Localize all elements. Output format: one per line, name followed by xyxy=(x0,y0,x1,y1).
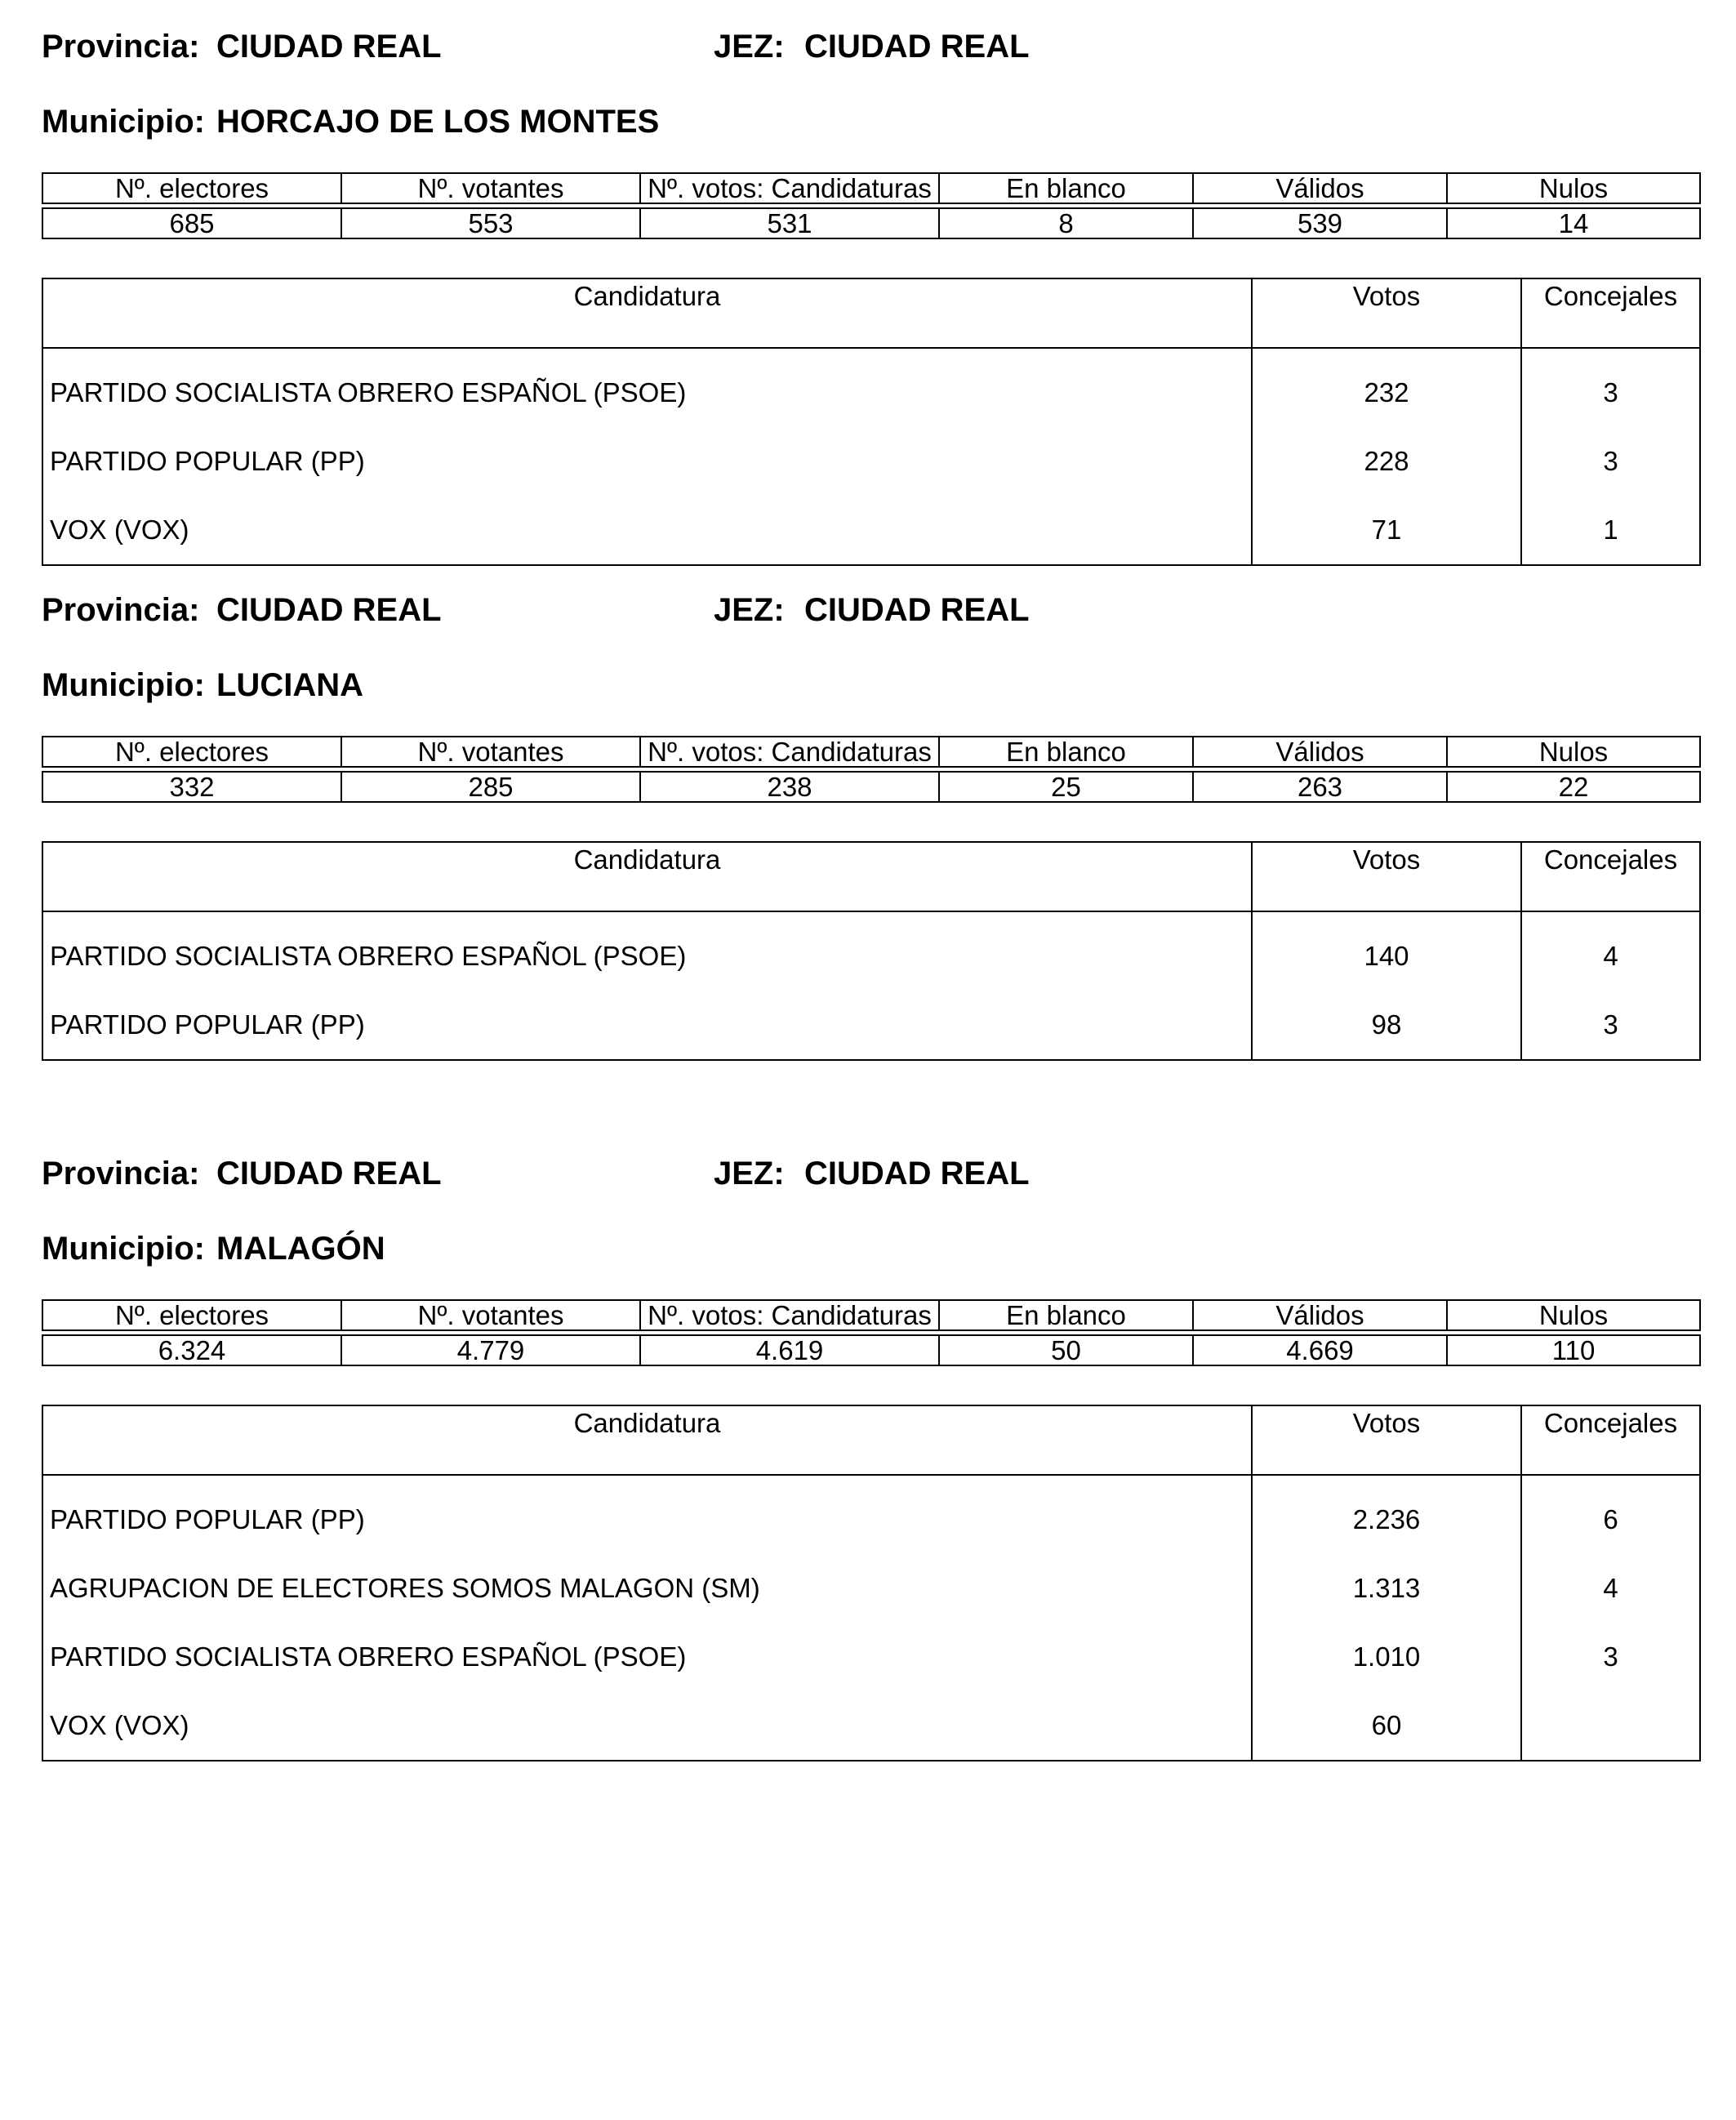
jez-value: CIUDAD REAL xyxy=(804,1156,1030,1191)
results-header-row xyxy=(42,1405,1700,1475)
municipality-section xyxy=(42,22,1699,545)
candidatura-concejales: 4 xyxy=(1521,1554,1700,1623)
candidatura-votos: 228 xyxy=(1252,427,1521,496)
municipality-section xyxy=(42,1149,1699,1740)
candidatura-concejales: 3 xyxy=(1521,348,1700,427)
candidatura-votos: 1.313 xyxy=(1252,1554,1521,1623)
municipio-value: MALAGÓN xyxy=(216,1231,385,1267)
municipio-label: Municipio: xyxy=(42,1231,205,1267)
results-table xyxy=(42,841,1701,1061)
candidatura-concejales: 3 xyxy=(1521,1623,1700,1691)
results-header-row xyxy=(42,842,1700,911)
candidatura-votos: 140 xyxy=(1252,911,1521,991)
header-en-blanco: En blanco xyxy=(939,737,1193,767)
results-table xyxy=(42,1405,1701,1761)
summary-header-row xyxy=(42,173,1700,203)
value-votos-candidaturas: 4.619 xyxy=(640,1335,939,1365)
summary-value-row xyxy=(42,1335,1700,1365)
candidatura-name: PARTIDO POPULAR (PP) xyxy=(50,1504,365,1534)
header-votantes: Nº. votantes xyxy=(341,173,640,203)
province-line xyxy=(42,1149,1699,1198)
table-row xyxy=(42,496,1700,565)
provincia-value: CIUDAD REAL xyxy=(216,1156,442,1191)
jez-label: JEZ: xyxy=(714,1156,785,1191)
header-nulos: Nulos xyxy=(1447,1300,1700,1330)
province-line xyxy=(42,22,1699,71)
header-candidatura: Candidatura xyxy=(42,278,1252,348)
candidatura-votos: 71 xyxy=(1252,496,1521,565)
candidatura-name: PARTIDO POPULAR (PP) xyxy=(50,446,365,476)
candidatura-name: VOX (VOX) xyxy=(50,514,189,545)
results-header-row xyxy=(42,278,1700,348)
value-validos: 539 xyxy=(1193,208,1447,238)
value-validos: 4.669 xyxy=(1193,1335,1447,1365)
candidatura-votos: 2.236 xyxy=(1252,1475,1521,1554)
candidatura-concejales: 6 xyxy=(1521,1475,1700,1554)
header-electores: Nº. electores xyxy=(42,737,341,767)
header-validos: Válidos xyxy=(1193,1300,1447,1330)
header-nulos: Nulos xyxy=(1447,173,1700,203)
candidatura-name: AGRUPACION DE ELECTORES SOMOS MALAGON (SM) xyxy=(50,1573,760,1603)
jez-value: CIUDAD REAL xyxy=(804,592,1030,628)
jez-label: JEZ: xyxy=(714,592,785,628)
value-votos-candidaturas: 238 xyxy=(640,772,939,802)
header-votantes: Nº. votantes xyxy=(341,737,640,767)
candidatura-votos: 1.010 xyxy=(1252,1623,1521,1691)
candidatura-concejales: 4 xyxy=(1521,911,1700,991)
value-electores: 332 xyxy=(42,772,341,802)
municipality-section xyxy=(42,586,1699,1040)
municipio-value: HORCAJO DE LOS MONTES xyxy=(216,104,660,140)
header-candidatura: Candidatura xyxy=(42,842,1252,911)
municipio-line xyxy=(42,97,1699,146)
header-votos: Votos xyxy=(1252,278,1521,348)
candidatura-votos: 98 xyxy=(1252,991,1521,1060)
candidatura-concejales: 1 xyxy=(1521,496,1700,565)
summary-value-row xyxy=(42,772,1700,802)
candidatura-votos: 232 xyxy=(1252,348,1521,427)
value-votantes: 4.779 xyxy=(341,1335,640,1365)
value-en-blanco: 8 xyxy=(939,208,1193,238)
candidatura-concejales xyxy=(1521,1691,1700,1761)
value-votantes: 285 xyxy=(341,772,640,802)
value-electores: 6.324 xyxy=(42,1335,341,1365)
header-validos: Válidos xyxy=(1193,737,1447,767)
header-concejales: Concejales xyxy=(1521,1405,1700,1475)
header-electores: Nº. electores xyxy=(42,173,341,203)
summary-table xyxy=(42,1299,1701,1366)
summary-value-row xyxy=(42,208,1700,238)
table-row xyxy=(42,1475,1700,1554)
results-table xyxy=(42,278,1701,566)
candidatura-name: PARTIDO SOCIALISTA OBRERO ESPAÑOL (PSOE) xyxy=(50,1641,687,1672)
provincia-label: Provincia: xyxy=(42,1156,200,1191)
header-en-blanco: En blanco xyxy=(939,173,1193,203)
value-en-blanco: 50 xyxy=(939,1335,1193,1365)
header-concejales: Concejales xyxy=(1521,278,1700,348)
table-row xyxy=(42,1623,1700,1691)
value-validos: 263 xyxy=(1193,772,1447,802)
provincia-label: Provincia: xyxy=(42,592,200,628)
provincia-value: CIUDAD REAL xyxy=(216,592,442,628)
summary-header-row xyxy=(42,737,1700,767)
candidatura-name: VOX (VOX) xyxy=(50,1710,189,1740)
header-candidatura: Candidatura xyxy=(42,1405,1252,1475)
table-row xyxy=(42,1554,1700,1623)
header-validos: Válidos xyxy=(1193,173,1447,203)
value-nulos: 22 xyxy=(1447,772,1700,802)
header-concejales: Concejales xyxy=(1521,842,1700,911)
candidatura-votos: 60 xyxy=(1252,1691,1521,1761)
jez-value: CIUDAD REAL xyxy=(804,29,1030,65)
header-votantes: Nº. votantes xyxy=(341,1300,640,1330)
candidatura-name: PARTIDO POPULAR (PP) xyxy=(50,1009,365,1040)
municipio-label: Municipio: xyxy=(42,667,205,703)
value-electores: 685 xyxy=(42,208,341,238)
header-votos: Votos xyxy=(1252,842,1521,911)
value-en-blanco: 25 xyxy=(939,772,1193,802)
value-votantes: 553 xyxy=(341,208,640,238)
value-nulos: 110 xyxy=(1447,1335,1700,1365)
header-votos-candidaturas: Nº. votos: Candidaturas xyxy=(640,737,939,767)
table-row xyxy=(42,348,1700,427)
summary-header-row xyxy=(42,1300,1700,1330)
candidatura-name: PARTIDO SOCIALISTA OBRERO ESPAÑOL (PSOE) xyxy=(50,377,687,408)
municipio-line xyxy=(42,1224,1699,1273)
province-line xyxy=(42,586,1699,635)
municipio-label: Municipio: xyxy=(42,104,205,140)
municipio-line xyxy=(42,661,1699,710)
candidatura-concejales: 3 xyxy=(1521,991,1700,1060)
header-nulos: Nulos xyxy=(1447,737,1700,767)
jez-label: JEZ: xyxy=(714,29,785,65)
summary-table xyxy=(42,736,1701,803)
summary-table xyxy=(42,172,1701,239)
table-row xyxy=(42,427,1700,496)
table-row xyxy=(42,991,1700,1060)
header-en-blanco: En blanco xyxy=(939,1300,1193,1330)
table-row xyxy=(42,911,1700,991)
value-votos-candidaturas: 531 xyxy=(640,208,939,238)
header-votos-candidaturas: Nº. votos: Candidaturas xyxy=(640,173,939,203)
provincia-value: CIUDAD REAL xyxy=(216,29,442,65)
header-votos-candidaturas: Nº. votos: Candidaturas xyxy=(640,1300,939,1330)
candidatura-name: PARTIDO SOCIALISTA OBRERO ESPAÑOL (PSOE) xyxy=(50,941,687,971)
table-row xyxy=(42,1691,1700,1761)
header-votos: Votos xyxy=(1252,1405,1521,1475)
value-nulos: 14 xyxy=(1447,208,1700,238)
municipio-value: LUCIANA xyxy=(216,667,363,703)
candidatura-concejales: 3 xyxy=(1521,427,1700,496)
provincia-label: Provincia: xyxy=(42,29,200,65)
header-electores: Nº. electores xyxy=(42,1300,341,1330)
